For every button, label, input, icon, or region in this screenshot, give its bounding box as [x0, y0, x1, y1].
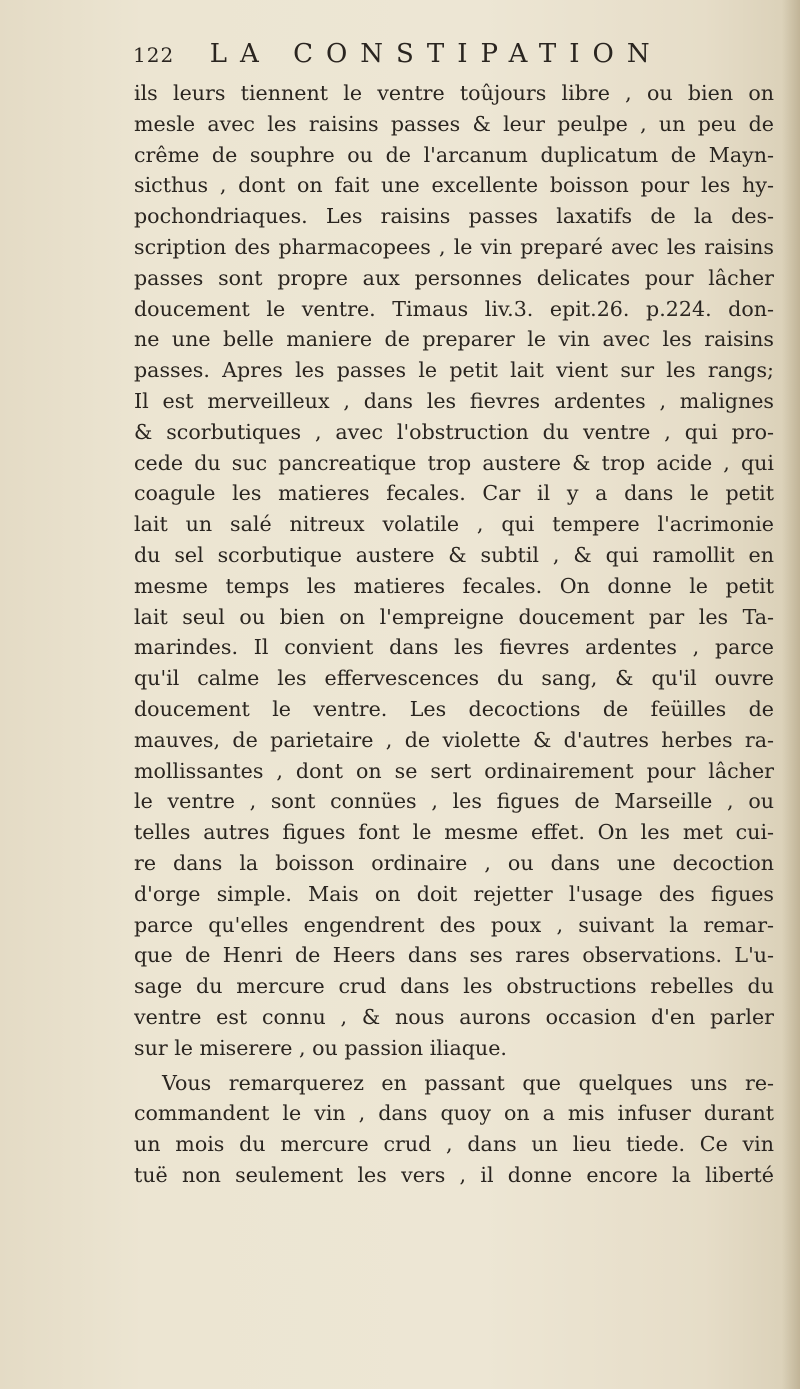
text-line: doucement le ventre. Timaus liv.3. epit.26. p.224. don-: [134, 296, 774, 321]
text-line: commandent le vin , dans quoy on a mis infuser durant: [134, 1101, 774, 1126]
text-line: passes. Apres les passes le petit lait vient sur les rangs;: [134, 358, 774, 383]
text-line: & scorbutiques , avec l'obstruction du ventre , qui pro-: [134, 419, 774, 444]
text-line: qu'il calme les effervescences du sang, & qu'il ouvre: [134, 666, 774, 691]
text-line: mollissantes , dont on se sert ordinairement pour lâcher: [134, 758, 774, 783]
text-line: re dans la boisson ordinaire , ou dans une decoction: [134, 850, 774, 875]
text-line: mauves, de parietaire , de violette & d'autres herbes ra-: [134, 727, 774, 752]
text-line: passes sont propre aux personnes delicates pour lâcher: [134, 265, 774, 290]
text-line: scription des pharmacopees , le vin preparé avec les raisins: [134, 234, 774, 259]
text-line: sage du mercure crud dans les obstructions rebelles du: [134, 974, 774, 999]
text-line: tuë non seulement les vers , il donne encore la liberté: [134, 1162, 774, 1187]
text-line: Vous remarquerez en passant que quelques uns re-: [162, 1070, 774, 1095]
text-line: coagule les matieres fecales. Car il y a dans le petit: [134, 481, 774, 506]
text-line: ils leurs tiennent le ventre toûjours libre , ou bien on: [134, 81, 774, 105]
text-line: cede du suc pancreatique trop austere & trop acide , qui: [134, 450, 774, 475]
text-line: mesme temps les matieres fecales. On donne le petit: [134, 573, 774, 598]
text-line: lait un salé nitreux volatile , qui tempere l'acrimonie: [134, 512, 774, 537]
running-header: [133, 38, 773, 78]
running-title: LA CONSTIPATION: [209, 39, 663, 69]
page-number: 122: [133, 43, 175, 67]
text-line: marindes. Il convient dans les fievres ardentes , parce: [134, 635, 774, 660]
text-line: doucement le ventre. Les decoctions de feüilles de: [134, 696, 774, 721]
text-line: que de Henri de Heers dans ses rares observations. L'u-: [134, 943, 774, 968]
text-line: sicthus , dont on fait une excellente boisson pour les hy-: [134, 173, 774, 198]
text-line: mesle avec les raisins passes & leur peulpe , un peu de: [134, 111, 774, 136]
text-line: d'orge simple. Mais on doit rejetter l'usage des figues: [134, 881, 774, 906]
text-line: ventre est connu , & nous aurons occasion d'en parler: [134, 1004, 774, 1029]
text-line: telles autres figues font le mesme effet. On les met cui-: [134, 820, 774, 845]
text-body: [134, 78, 774, 1191]
text-line: parce qu'elles engendrent des poux , suivant la remar-: [134, 912, 774, 937]
text-line: sur le miserere , ou passion iliaque.: [134, 1035, 507, 1060]
text-line: lait seul ou bien on l'empreigne doucement par les Ta-: [134, 604, 774, 629]
text-line: du sel scorbutique austere & subtil , & qui ramollit en: [134, 542, 774, 567]
text-line: crême de souphre ou de l'arcanum duplicatum de Mayn-: [134, 142, 774, 167]
text-line: ne une belle maniere de preparer le vin avec les raisins: [134, 327, 774, 352]
text-line: le ventre , sont connües , les figues de Marseille , ou: [134, 789, 774, 814]
text-line: pochondriaques. Les raisins passes laxatifs de la des-: [134, 204, 774, 229]
text-line: un mois du mercure crud , dans un lieu tiede. Ce vin: [134, 1132, 774, 1157]
text-line: Il est merveilleux , dans les fievres ardentes , malignes: [134, 388, 774, 413]
